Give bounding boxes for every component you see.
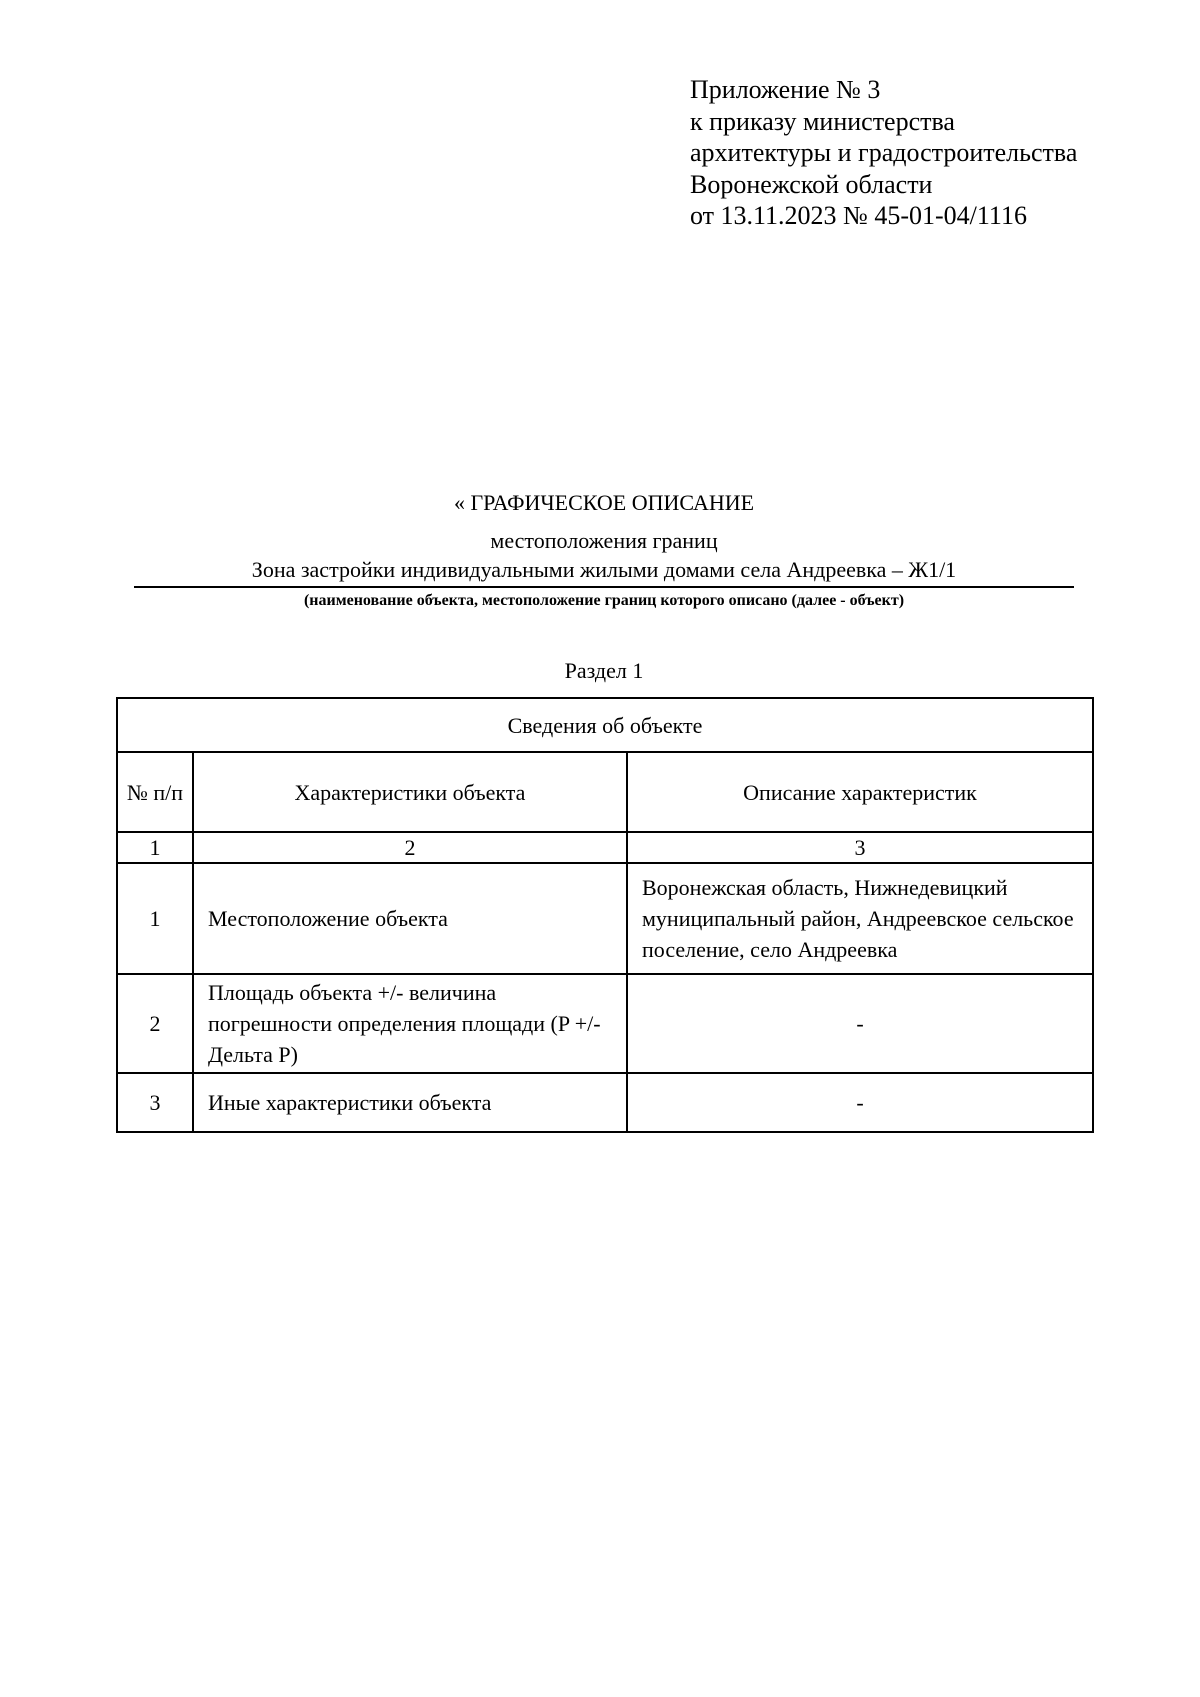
appendix-line: Приложение № 3 bbox=[690, 75, 881, 104]
column-number: 2 bbox=[193, 832, 627, 863]
row-characteristic: Иные характеристики объекта bbox=[193, 1073, 627, 1132]
table-caption-row bbox=[117, 698, 1093, 752]
appendix-reference bbox=[690, 74, 1150, 232]
header-characteristic: Характеристики объекта bbox=[193, 752, 627, 832]
header-num: № п/п bbox=[117, 752, 193, 832]
row-num: 2 bbox=[117, 974, 193, 1073]
row-characteristic: Местоположение объекта bbox=[193, 863, 627, 974]
column-number: 3 bbox=[627, 832, 1093, 863]
document-subtitle: местоположения границ bbox=[490, 528, 718, 553]
table-header-row bbox=[117, 752, 1093, 832]
object-caption: (наименование объекта, местоположение границ которого описано (далее - объект) bbox=[303, 592, 905, 609]
header-description: Описание характеристик bbox=[627, 752, 1093, 832]
appendix-line: архитектуры и градостроительства bbox=[690, 138, 1078, 167]
document-title: « ГРАФИЧЕСКОЕ ОПИСАНИЕ bbox=[453, 490, 755, 515]
row-characteristic: Площадь объекта +/- величина погрешности определения площади (P +/- Дельта P) bbox=[193, 974, 627, 1073]
appendix-line: к приказу министерства bbox=[690, 106, 955, 136]
row-description: - bbox=[627, 1073, 1093, 1132]
column-number-row bbox=[117, 832, 1093, 863]
section-label: Раздел 1 bbox=[564, 658, 644, 683]
row-num: 3 bbox=[117, 1073, 193, 1132]
appendix-line: от 13.11.2023 № 45-01-04/1116 bbox=[690, 201, 1027, 230]
table-row bbox=[117, 974, 1093, 1073]
row-description: Воронежская область, Нижнедевицкий муниципальный район, Андреевское сельское поселение, село Андреевка bbox=[627, 863, 1093, 974]
row-num: 1 bbox=[117, 863, 193, 974]
title-block bbox=[134, 488, 1074, 612]
object-info-table bbox=[116, 697, 1094, 1133]
appendix-line: Воронежской области bbox=[690, 169, 933, 199]
table-row bbox=[117, 1073, 1093, 1132]
table-caption: Сведения об объекте bbox=[117, 698, 1093, 752]
row-description: - bbox=[627, 974, 1093, 1073]
object-name: Зона застройки индивидуальными жилыми домами села Андреевка – Ж1/1 bbox=[134, 556, 1074, 588]
table-row bbox=[117, 863, 1093, 974]
column-number: 1 bbox=[117, 832, 193, 863]
